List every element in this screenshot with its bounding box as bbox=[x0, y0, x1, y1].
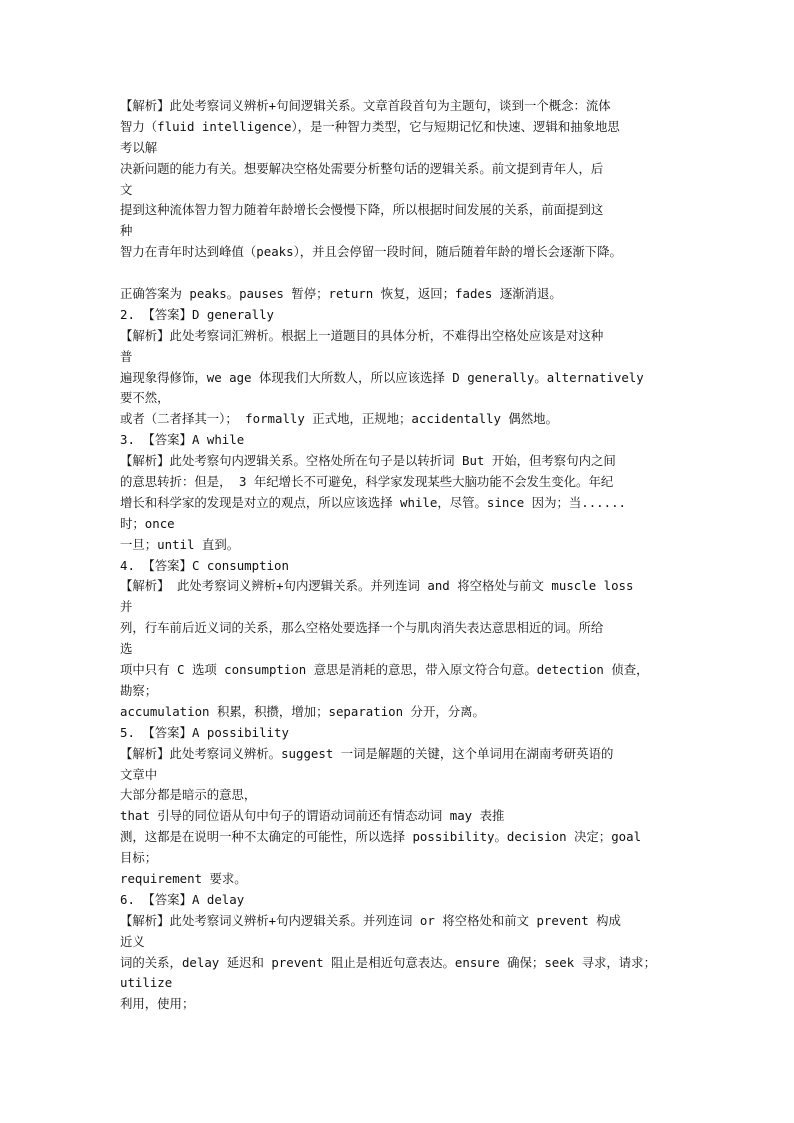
text-line: 智力（fluid intelligence），是一种智力类型，它与短期记忆和快速、逻辑和抽象地思 bbox=[120, 118, 620, 134]
answer-heading: 2. 【答案】D generally bbox=[120, 306, 274, 322]
document-body bbox=[120, 96, 690, 1015]
text-line: 决新问题的能力有关。想要解决空格处需要分析整句话的逻辑关系。前文提到青年人，后 bbox=[120, 160, 604, 176]
text-line: 勘察； bbox=[120, 682, 158, 698]
text-line: 测，这都是在说明一种不太确定的可能性，所以选择 possibility。decision 决定；goal bbox=[120, 829, 642, 845]
text-line: 大部分都是暗示的意思， bbox=[120, 787, 257, 803]
text-line: 近义 bbox=[120, 933, 145, 949]
text-line: 并 bbox=[120, 599, 133, 615]
text-line: 【解析】此处考察词义辨析。suggest 一词是解题的关键，这个单词用在湖南考研英语的 bbox=[120, 745, 614, 761]
text-line: 选 bbox=[120, 641, 133, 657]
text-line: 遍现象得修饰，we age 体现我们大所数人，所以应该选择 D generally。alternatively bbox=[120, 369, 644, 385]
text-line: 【解析】此处考察词义辨析+句间逻辑关系。文章首段首句为主题句，谈到一个概念：流体 bbox=[120, 98, 611, 113]
text-line: 项中只有 C 选项 consumption 意思是消耗的意思，带入原文符合句意。detection 侦查， bbox=[120, 662, 649, 678]
text-line: 词的关系，delay 延迟和 prevent 阻止是相近句意表达。ensure 确保；seek 寻求，请求； bbox=[120, 954, 656, 970]
text-line: 种 bbox=[120, 223, 133, 239]
text-line: 增长和科学家的发现是对立的观点，所以应该选择 while，尽管。since 因为；当...... bbox=[120, 494, 626, 510]
answer-heading: 4. 【答案】C consumption bbox=[120, 557, 289, 573]
text-line: 文章中 bbox=[120, 766, 158, 782]
text-line: 文 bbox=[120, 181, 133, 197]
blank-line bbox=[120, 263, 690, 284]
answer-heading: 3. 【答案】A while bbox=[120, 432, 245, 448]
text-line: 利用，使用； bbox=[120, 996, 195, 1012]
answer-heading: 5. 【答案】A possibility bbox=[120, 724, 289, 740]
text-line: requirement 要求。 bbox=[120, 870, 247, 886]
text-line: 的意思转折：但是， 3 年纪增长不可避免，科学家发现某些大脑功能不会发生变化。年纪 bbox=[120, 474, 614, 490]
text-line: 目标； bbox=[120, 850, 158, 866]
text-line: 【解析】 此处考察词义辨析+句内逻辑关系。并列连词 and 将空格处与前文 muscle loss bbox=[120, 578, 634, 594]
text-line: 提到这种流体智力智力随着年龄增长会慢慢下降，所以根据时间发展的关系，前面提到这 bbox=[120, 202, 604, 218]
text-line: accumulation 积累，积攒，增加；separation 分开，分离。 bbox=[120, 703, 485, 719]
text-line: 时；once bbox=[120, 515, 175, 531]
text-line: 【解析】此处考察词义辨析+句内逻辑关系。并列连词 or 将空格处和前文 prevent 构成 bbox=[120, 912, 621, 928]
text-line: 列，行车前后近义词的关系，那么空格处要选择一个与肌肉消失表达意思相近的词。所给 bbox=[120, 620, 604, 636]
text-line: utilize bbox=[120, 975, 173, 991]
text-line: 正确答案为 peaks。pauses 暂停；return 恢复，返回；fades 逐渐消退。 bbox=[120, 286, 562, 302]
answer-heading: 6. 【答案】A delay bbox=[120, 891, 245, 907]
text-line: 要不然， bbox=[120, 390, 170, 406]
text-line: 普 bbox=[120, 348, 133, 364]
text-line: 考以解 bbox=[120, 139, 158, 155]
text-line: 智力在青年时达到峰值（peaks），并且会停留一段时间，随后随着年龄的增长会逐渐下降。 bbox=[120, 244, 622, 260]
text-line: 一旦；until 直到。 bbox=[120, 536, 240, 552]
text-line: 【解析】此处考察句内逻辑关系。空格处所在句子是以转折词 But 开始，但考察句内之间 bbox=[120, 453, 616, 469]
text-line: that 引导的同位语从句中句子的谓语动词前还有情态动词 may 表推 bbox=[120, 808, 505, 824]
text-line: 【解析】此处考察词汇辨析。根据上一道题目的具体分析，不难得出空格处应该是对这种 bbox=[120, 327, 604, 343]
text-line: 或者（二者择其一）； formally 正式地，正规地；accidentally 偶然地。 bbox=[120, 411, 558, 427]
